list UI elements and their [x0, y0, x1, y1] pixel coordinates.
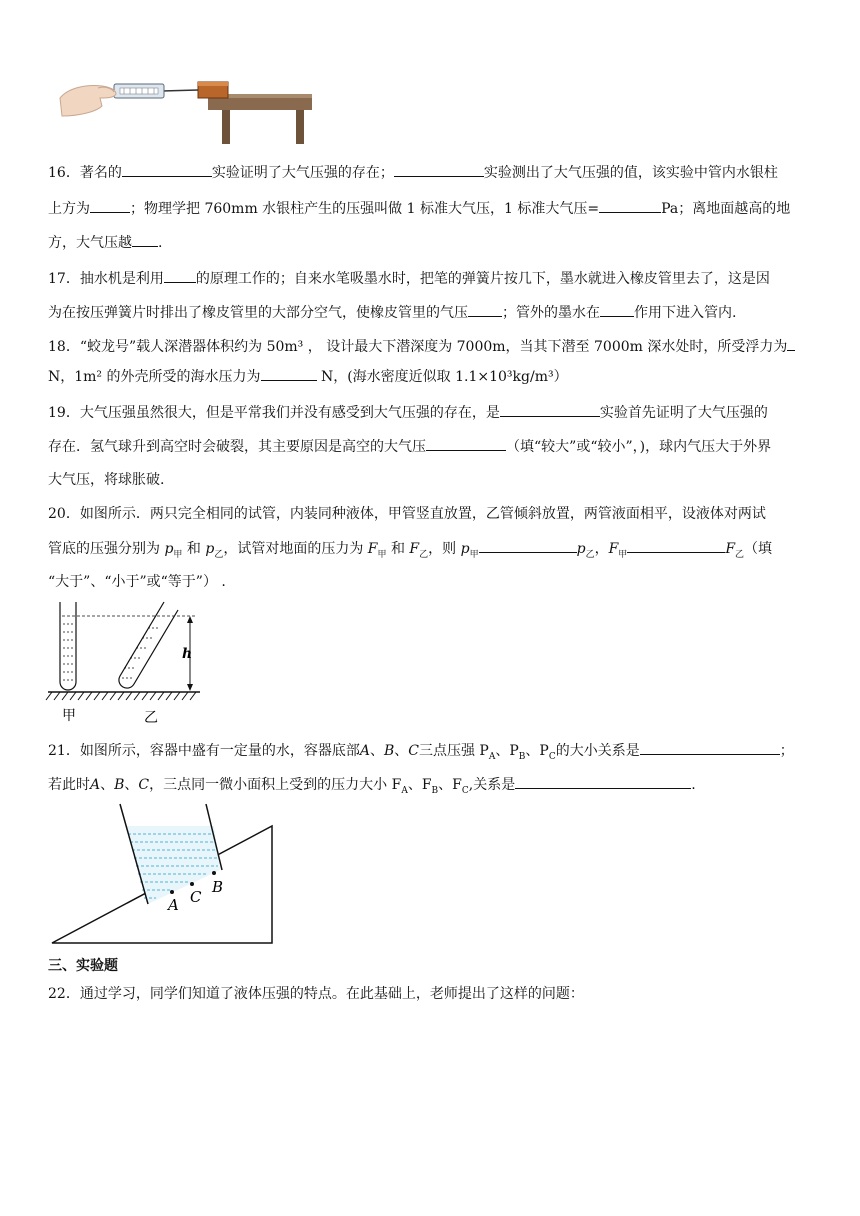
blank[interactable]	[515, 774, 691, 789]
question-22-line-1	[48, 984, 584, 1004]
text: 、	[407, 777, 422, 793]
question-21-line-1	[48, 740, 794, 767]
symbol-f: F	[725, 541, 736, 557]
text: 和	[390, 541, 405, 557]
text: .	[158, 235, 163, 251]
text: ；物理学把 760mm 水银柱产生的压强叫做 1 标准大气压，1 标准大气压=	[130, 201, 600, 217]
text: 如图所示．两只完全相同的试管，内装同种液体，甲管竖直放置，乙管倾斜放置，两管液面相平，设液体对两试	[79, 506, 766, 522]
text: 大气压，将球胀破.	[48, 472, 165, 488]
text: “大于”、“小于”或“等于”） .	[48, 574, 226, 590]
question-number: 16．	[48, 165, 80, 181]
text: 的原理工作的；自来水笔吸墨水时，把笔的弹簧片按几下，墨水就进入橡皮管里去了，这是因	[195, 271, 770, 287]
text: 作用下进入管内.	[634, 305, 737, 321]
text: 实验证明了大气压强的存在；	[211, 165, 394, 181]
blank[interactable]	[90, 198, 130, 213]
question-19-line-2	[48, 436, 771, 457]
point-a: A	[359, 743, 370, 759]
text: 和	[186, 541, 201, 557]
text: P	[539, 743, 549, 759]
text: N，1m² 的外壳所受的海水压力为	[48, 369, 261, 385]
point-c: C	[408, 743, 419, 759]
blank[interactable]	[787, 336, 795, 351]
symbol-p: p	[205, 541, 215, 557]
blank[interactable]	[122, 162, 212, 177]
blank[interactable]	[164, 268, 196, 283]
text: ，	[594, 541, 609, 557]
symbol-f: F	[367, 541, 378, 557]
blank[interactable]	[132, 232, 158, 247]
blank[interactable]	[261, 366, 317, 381]
text: .	[691, 777, 696, 793]
text: 、	[124, 777, 139, 793]
blank[interactable]	[599, 198, 661, 213]
label-c: C	[190, 888, 202, 906]
text: 存在．氢气球升到高空时会破裂，其主要原因是高空的大气压	[48, 439, 426, 455]
text: （填	[744, 541, 773, 557]
label-b: B	[212, 878, 224, 896]
text: 若此时	[48, 777, 90, 793]
label-yi: 乙	[144, 710, 158, 726]
subscript: 甲	[377, 549, 387, 560]
subscript: 甲	[469, 549, 479, 560]
text: 、	[394, 743, 409, 759]
spring-scale-figure	[58, 76, 312, 144]
question-18-line-2	[48, 366, 568, 387]
text: 实验首先证明了大气压强的	[599, 405, 768, 421]
text: 为在按压弹簧片时排出了橡皮管里的大部分空气，使橡皮管里的气压	[48, 305, 468, 321]
text: “蛟龙号”载人深潜器体积约为 50m³ ， 设计最大下潜深度为 7000m，当其下潜至 7000m 深水处时，所受浮力为	[79, 339, 788, 355]
symbol-p: p	[576, 541, 586, 557]
text: 、	[438, 777, 453, 793]
question-number: 20．	[48, 506, 80, 522]
question-number: 17．	[48, 271, 80, 287]
text: 关系是	[473, 777, 516, 793]
text: 、	[495, 743, 510, 759]
subscript: 甲	[618, 549, 628, 560]
question-19-line-1	[48, 402, 768, 423]
text: 著名的	[79, 165, 122, 181]
point-b: B	[114, 777, 125, 793]
text: （填“较大”或“较小”，)，球内气压大于外界	[506, 439, 772, 455]
symbol-p: p	[460, 541, 470, 557]
blank[interactable]	[394, 162, 484, 177]
text: ,	[468, 777, 474, 793]
text: 管底的压强分别为	[48, 541, 160, 557]
subscript: 甲	[173, 549, 183, 560]
test-tube-figure	[44, 598, 208, 726]
question-17-line-2	[48, 302, 736, 323]
subscript: 乙	[214, 549, 224, 560]
subscript: 乙	[735, 549, 745, 560]
text: 、	[525, 743, 540, 759]
subscript: B	[518, 751, 526, 762]
question-number: 19．	[48, 405, 80, 421]
subscript: 乙	[419, 549, 429, 560]
blank[interactable]	[600, 302, 634, 317]
text: ，试管对地面的压力为	[223, 541, 364, 557]
label-a: A	[168, 896, 179, 914]
blank[interactable]	[640, 740, 780, 755]
text: 三点压强 P	[418, 743, 489, 759]
text: N，(海水密度近似取 1.1×10³kg/m³）	[316, 369, 568, 385]
text: 如图所示，容器中盛有一定量的水，容器底部	[79, 743, 360, 759]
text: ，则	[428, 541, 457, 557]
question-16-line-3	[48, 232, 162, 253]
question-20-line-2	[48, 538, 772, 565]
question-number: 22．	[48, 986, 80, 1002]
label-jia: 甲	[62, 708, 76, 724]
text: P	[509, 743, 519, 759]
subscript: A	[401, 785, 408, 796]
text: ；	[779, 743, 794, 759]
question-19-line-3	[48, 470, 164, 490]
text: 抽水机是利用	[79, 271, 164, 287]
label-h: h	[182, 646, 193, 662]
symbol-f: F	[409, 541, 420, 557]
text: ；管外的墨水在	[502, 305, 600, 321]
blank[interactable]	[426, 436, 506, 451]
question-16-line-1	[48, 162, 778, 183]
question-21-line-2	[48, 774, 696, 801]
container-incline-figure	[48, 800, 276, 948]
text: 、	[100, 777, 115, 793]
point-c: C	[138, 777, 150, 793]
subscript: C	[548, 751, 556, 762]
subscript: A	[488, 751, 496, 762]
question-number: 18．	[48, 339, 80, 355]
point-b: B	[383, 743, 395, 759]
question-number: 21．	[48, 743, 80, 759]
text: 、	[369, 743, 384, 759]
section-heading: 三、实验题	[48, 958, 118, 974]
text: F	[421, 777, 432, 793]
subscript: 乙	[585, 549, 595, 560]
question-18-line-1	[48, 336, 795, 357]
blank[interactable]	[627, 538, 725, 553]
blank[interactable]	[479, 538, 577, 553]
blank[interactable]	[468, 302, 502, 317]
symbol-p: p	[164, 541, 174, 557]
symbol-f: F	[608, 541, 619, 557]
blank[interactable]	[500, 402, 600, 417]
text: ，三点同一微小面积上受到的压力大小 F	[149, 777, 402, 793]
text: 方，大气压越	[48, 235, 132, 251]
text: 的大小关系是	[555, 743, 640, 759]
question-20-line-3	[48, 572, 226, 592]
text: 大气压强虽然很大，但是平常我们并没有感受到大气压强的存在，是	[79, 405, 500, 421]
question-17-line-1	[48, 268, 770, 289]
subscript: C	[461, 785, 469, 796]
text: Pa；离地面越高的地	[661, 201, 791, 217]
text: F	[452, 777, 462, 793]
text: 实验测出了大气压强的值，该实验中管内水银柱	[483, 165, 778, 181]
text: 上方为	[48, 201, 90, 217]
text: 通过学习，同学们知道了液体压强的特点。在此基础上，老师提出了这样的问题：	[79, 986, 584, 1002]
question-16-line-2	[48, 198, 790, 219]
point-a: A	[90, 777, 101, 793]
question-20-line-1	[48, 504, 766, 524]
subscript: B	[431, 785, 439, 796]
